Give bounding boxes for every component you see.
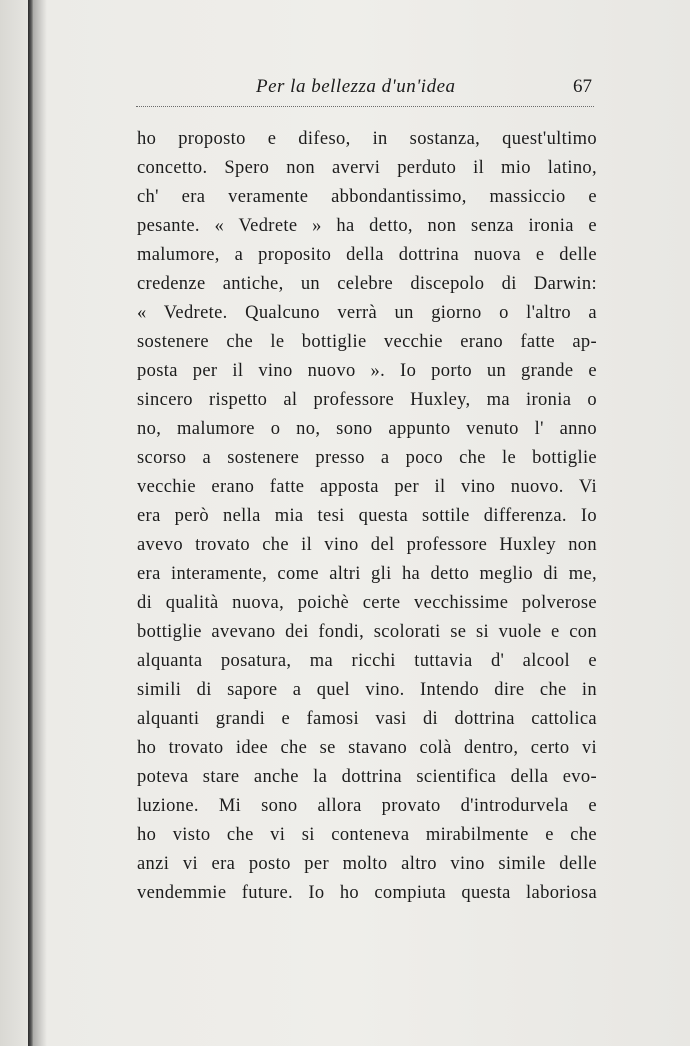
text-line: credenze antiche, un celebre discepolo di Darwin: [137, 274, 597, 294]
text-line: vendemmie future. Io ho compiuta questa laboriosa [137, 883, 597, 903]
running-title: Per la bellezza d'un'idea [256, 76, 456, 97]
page-number: 67 [573, 76, 592, 97]
text-line: ch' era veramente abbondantissimo, massiccio e [137, 187, 597, 207]
running-head [132, 74, 596, 104]
text-line: scorso a sostenere presso a poco che le bottiglie [137, 448, 597, 468]
text-line: simili di sapore a quel vino. Intendo dire che in [137, 680, 597, 700]
text-line: alquanti grandi e famosi vasi di dottrina cattolica [137, 709, 597, 729]
text-line: no, malumore o no, sono appunto venuto l' anno [137, 419, 597, 439]
text-line: anzi vi era posto per molto altro vino simile delle [137, 854, 597, 874]
text-line: luzione. Mi sono allora provato d'introdurvela e [137, 796, 597, 816]
text-line: concetto. Spero non avervi perduto il mio latino, [137, 158, 597, 178]
text-line: avevo trovato che il vino del professore Huxley non [137, 535, 597, 555]
gutter-shadow [33, 0, 47, 1046]
text-line: sincero rispetto al professore Huxley, ma ironia o [137, 390, 597, 410]
text-line: ho visto che vi si conteneva mirabilmente e che [137, 825, 597, 845]
text-line: sostenere che le bottiglie vecchie erano fatte ap- [137, 332, 597, 352]
text-line: poteva stare anche la dottrina scientifica della evo- [137, 767, 597, 787]
header-rule [136, 106, 594, 107]
text-line: malumore, a proposito della dottrina nuova e delle [137, 245, 597, 265]
text-line: era però nella mia tesi questa sottile differenza. Io [137, 506, 597, 526]
body-text [137, 125, 597, 908]
text-line: era interamente, come altri gli ha detto meglio di me, [137, 564, 597, 584]
text-line: posta per il vino nuovo ». Io porto un grande e [137, 361, 597, 381]
text-line: ho trovato idee che se stavano colà dentro, certo vi [137, 738, 597, 758]
text-line: ho proposto e difeso, in sostanza, quest'ultimo [137, 129, 597, 149]
text-line: alquanta posatura, ma ricchi tuttavia d' alcool e [137, 651, 597, 671]
text-line: bottiglie avevano dei fondi, scolorati se si vuole e con [137, 622, 597, 642]
text-line: pesante. « Vedrete » ha detto, non senza ironia e [137, 216, 597, 236]
text-line: di qualità nuova, poichè certe vecchissime polverose [137, 593, 597, 613]
text-line: « Vedrete. Qualcuno verrà un giorno o l'altro a [137, 303, 597, 323]
text-line: vecchie erano fatte apposta per il vino nuovo. Vi [137, 477, 597, 497]
